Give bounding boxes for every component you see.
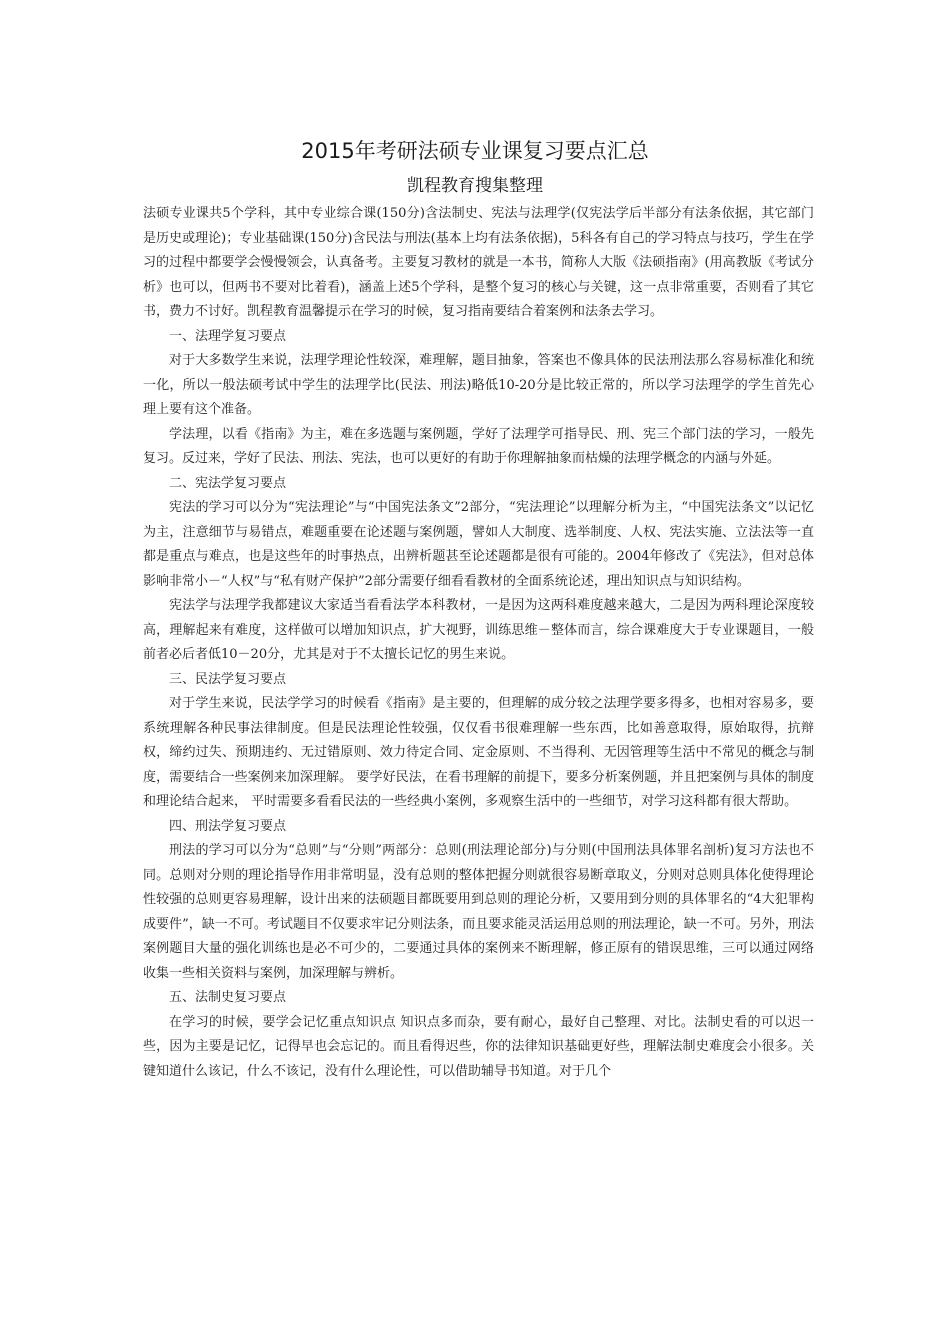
page-subtitle: 凯程教育搜集整理 (407, 176, 543, 196)
body-paragraph: 宪法的学习可以分为“宪法理论”与“中国宪法条文”2部分，“宪法理论”以理解分析为主，“中国宪法条文”以记忆为主，注意细节与易错点，难题重要在论述题与案例题，譬如人大制度、选举制度、人权、宪法实施、立法法等一直都是重点与难点，也是这些年的时事热点，出辨析题甚至论述题都是很有可能的。2004年修改了《宪法》，但对总体影响非常小－“人权”与“私有财产保护”2部分需要仔细看看教材的全面系统论述，理出知识点与知识结构。 (143, 500, 814, 589)
body-paragraph: 刑法的学习可以分为“总则”与“分则”两部分：总则(刑法理论部分)与分则(中国刑法具体罪名剖析)复习方法也不同。总则对分则的理论指导作用非常明显，没有总则的整体把握分则就很容易断章取义，分则对总则具体化使得理论性较强的总则更容易理解，设计出来的法硕题目都既要用到总则的理论分析，又要用到分则的具体罪名的“4大犯罪构成要件”，缺一不可。考试题目不仅要求牢记分则法条，而且要求能灵活运用总则的刑法理论，缺一不可。另外，刑法案例题目大量的强化训练也是必不可少的，二要通过具体的案例来不断理解，修正原有的错误思维，三可以通过网络收集一些相关资料与案例，加深理解与辨析。 (143, 843, 814, 981)
body-paragraph: 宪法学与法理学我都建议大家适当看看法学本科教材，一是因为这两科难度越来越大，二是因为两科理论深度较高，理解起来有难度，这样做可以增加知识点，扩大视野，训练思维－整体而言，综合课难度大于专业课题目，一般前者必后者低10－20分，尤其是对于不太擅长记忆的男生来说。 (143, 598, 814, 662)
body-paragraph: 对于学生来说，民法学学习的时候看《指南》是主要的，但理解的成分较之法理学要多得多，也相对容易多，要系统理解各种民事法律制度。但是民法理论性较强，仅仅看书很难理解一些东西，比如善意取得，原始取得，抗辩权，缔约过失、预期违约、无过错原则、效力待定合同、定金原则、不当得利、无因管理等生活中不常见的概念与制度，需要结合一些案例来加深理解。 要学好民法，在看书理解的前提下，要多分析案例题，并且把案例与具体的制度和理论结合起来， 平时需要多看看民法的一些经典小案例，多观察生活中的一些细节，对学习这科都有很大帮助。 (143, 696, 814, 809)
section-heading-constitution: 二、宪法学复习要点 (169, 475, 287, 491)
section-heading-legal-history: 五、法制史复习要点 (169, 990, 287, 1005)
body-paragraph: 在学习的时候，要学会记忆重点知识点 知识点多而杂，要有耐心，最好自己整理、对比。法制史看的可以迟一些，因为主要是记忆，记得早也会忘记的。而且看得迟些，你的法律知识基础更好些，理解法制史难度会小很多。关键知道什么该记，什么不该记，没有什么理论性，可以借助辅导书知道。对于几个 (143, 1014, 814, 1079)
document-body (143, 202, 814, 1084)
section-heading-civil-law: 三、民法学复习要点 (169, 671, 287, 687)
page-title: 2015年考研法硕专业课复习要点汇总 (301, 139, 649, 163)
body-paragraph: 对于大多数学生来说，法理学理论性较深，难理解，题目抽象，答案也不像具体的民法刑法那么容易标准化和统一化，所以一般法硕考试中学生的法理学比(民法、刑法)略低10-20分是比较正常的，所以学习法理学的学生首先心理上要有这个准备。 (143, 353, 814, 417)
section-heading-criminal-law: 四、刑法学复习要点 (169, 818, 287, 834)
intro-paragraph: 法硕专业课共5个学科，其中专业综合课(150分)含法制史、宪法与法理学(仅宪法学后半部分有法条依据，其它部门是历史或理论)；专业基础课(150分)含民法与刑法(基本上均有法条依据)，5科各有自己的学习特点与技巧，学生在学习的过程中都要学会慢慢领会，认真备考。主要复习教材的就是一本书，简称人大版《法硕指南》(用高教版《考试分析》也可以，但两书不要对比着看)，涵盖上述5个学科，是整个复习的核心与关键，这一点非常重要，否则看了其它书，费力不讨好。凯程教育温馨提示在学习的时候，复习指南要结合着案例和法条去学习。 (143, 206, 814, 319)
body-paragraph: 学法理，以看《指南》为主，难在多选题与案例题，学好了法理学可指导民、刑、宪三个部门法的学习，一般先复习。反过来，学好了民法、刑法、宪法，也可以更好的有助于你理解抽象而枯燥的法理学概念的内涵与外延。 (143, 426, 814, 466)
section-heading-jurisprudence: 一、法理学复习要点 (169, 328, 287, 344)
